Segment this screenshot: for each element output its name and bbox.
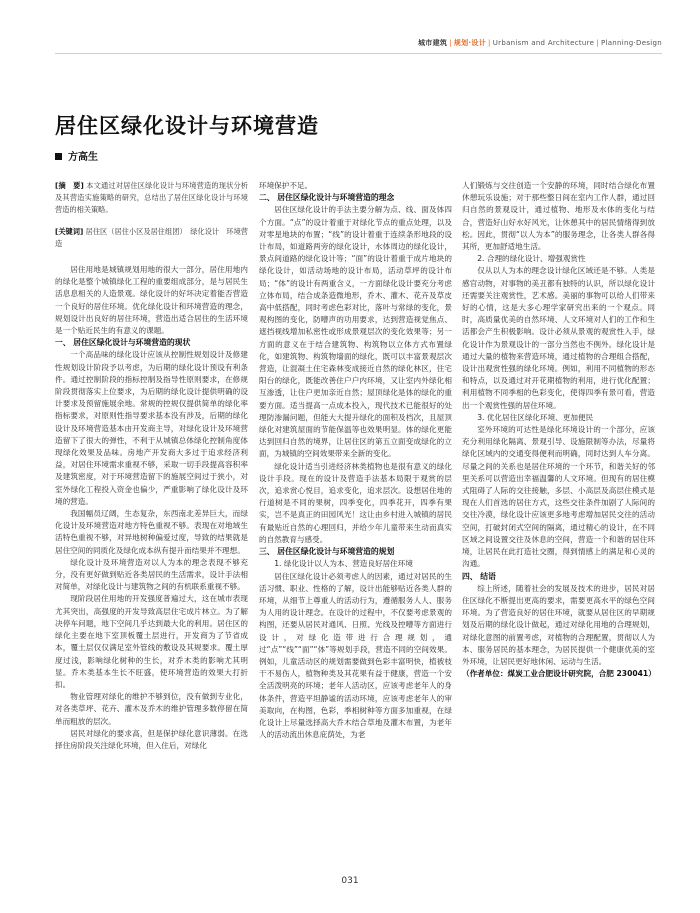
section-heading-1: 一、 居住区绿化设计与环境营造的现状 [55,338,191,348]
column-2 [259,180,452,741]
paragraph: 一个高品味的绿化设计应该从控制性规划设计及修建性规划设计阶段予以考虑，为后期的绿化设计预设有利条件。通过控制阶段的指标控制及指导性原则要求，在修规阶段贯彻落实上位要求，为后期的绿化设计提供明确的设计要求及预留施展余地。常规的控规仅提供简单的绿化率指标要求，对原则性指导要求基本没有涉及，后期的绿化设计及环境营造基本由开发商主导，对绿化设计及环境营造留下了很大的弹性，不利于从城镇总体绿化控制角度体现绿化效果及品味。房地产开发商大多过于追求经济利益，对居住环境需求重视不够，采取一切手段提高容积率及建筑密度，对于环境营造留下的施展空间过于狭小，对室外绿化工程投入资金也偏少，严重影响了绿化设计及环境的营造。 [55,350,248,506]
paragraph: 人们锻炼与交往创造一个安静的环境，同时结合绿化布置休憩玩乐设施；对于那些整日间在室内工作人群，通过回归自然的景观设计，通过植物、地形及水体的变化与结合，营造好山好水好风光，让休憩其中的居民情绪得到放松。因此，贯彻“以人为本”的服务理念，让各类人群各得其所，更加舒适地生活。 [462,181,655,252]
column-3 [462,180,655,680]
paragraph: 仅从以人为本的理念设计绿化区域还是不够。人类是感官动物，对事物的美丑都有独特的认识，所以绿化设计还需要关注观赏性，艺术感。美丽的事物可以给人们带来好的心情，这是大多心理学家研究出来的一个观点。同时，高质量优美的自然环境、人文环境对人们的工作和生活都会产生积极影响。设计必须从景观的观赏性入手，绿化设计作为景观设计的一部分当然也不例外。绿化设计是通过大量的植物来营造环境，通过植物的合理组合搭配，设计出观赏性强的绿化环境。例如，利用不同植物的形态和特点，以及通过对开花期植物的利用，进行优化配置；利用植物不同季相的色彩变化，使得四季有景可看，营造出一个观赏性强的居住环境。 [462,266,655,410]
abstract-label: [摘 要] [55,181,84,190]
author-name: 方高生 [68,152,98,163]
paragraph: 我国幅员辽阔，生态复杂，东西南北差异巨大，而绿化设计及环境营造对地方特色重视不够。表现在对地域生活特色重视不够，对异地树种偏爱过度，导致的结果就是居住空间的同质化及绿化成本纵有提升而结果并不理想。 [55,509,248,555]
paragraph: 居住区绿化设计的手法主要分解为点、线、面及体四个方面。“点”的设计着重于对绿化节点的重点处理，以及对零星地块的布置；“线”的设计着重于连续条形地段的设计布局，如道路两旁的绿化设计，水体周边的绿化设计，景点间道路的绿化设计等；“面”的设计着重于成片地块的绿化设计，如活动场地的设计布局，活动草坪的设计布局；“体”的设计有两重含义，一方面绿化设计要充分考虑立体布局，结合成条造微地形，乔木、灌木、花卉及草皮高中低搭配，同时考虑色彩对比，落叶与常绿的变化，景观构图的变化，防嘈声的功用要求，达到营造视觉焦点、遮挡视线增加私密性或形成景观层次的变化效果等；另一方面的意义在于结合建筑物、构筑物以立体方式布置绿化，如建筑物、构筑物墙面的绿化，既可以丰富景观层次营造，让混凝土住宅森林变成接近自然的绿化林区，住宅阳台的绿化，既能改善住户户内环境，又让室内外绿化相互渗透，让住户更加亲近自然；屋顶绿化是体的绿化的重要方面。适当提高一点成本投入，现代技术已能很好的处理防渗漏问题，但能大大提升绿化的面积及档次，且屋顶绿化对建筑屋面的节能保温等也效果明显。体的绿化更能达到回归自然的境界，让居住区的第五立面变成绿化的立面，为城镇的空间效果带来全新的变化。 [259,205,452,459]
abstract [55,180,248,216]
header-rule [55,53,662,54]
paragraph: 居民对绿化的要求高，但是保护绿化意识薄弱。在选择住房阶段关注绿化环境，但入住后，对绿化 [55,728,248,750]
column-1 [55,180,248,752]
keywords [55,226,248,250]
keywords-text: 居住区（居住小区及居住组团） 绿化设计 环境营造 [55,227,248,248]
keywords-label: [关键词] [55,227,84,236]
paragraph: 居住区绿化设计必须考虑人的因素，通过对居民的生活习惯、职业、性格的了解，设计出能够贴近各类人群的环境，从细节上尊重人的活动行为，遵循服务人人、服务为人用的设计理念。在设计的过程中，不仅要考虑景观的构图，还要从居民对通风、日照、光线及控嘈等方面进行设计，对绿化造带进行合理规划，通过“点”“线”“面”“体”等规划手段，营造不同的空间效果。例如，儿童活动区的规划需要做到色彩丰富明快，植被枝干不易伤人，植物种类及其花果有益于健康，营造一个安全活泼明亮的环境；老年人活动区，应该考虑老年人的身体条件，营造平坦静谧的活动环境，应该考虑老年人的审美取向，在构图，色彩，季相树种等方面多加重视，在绿化设计上尽量选择高大乔木结合草地及灌木布置，为老年人的活动流出休息庇荫处，为老 [259,571,452,740]
paragraph: 环境保护不足。 [259,181,313,190]
abstract-text: 本文通过对居住区绿化设计与环境营造的现状分析及其营造实施策略的研究，总结出了居住区绿化设计与环境营造的相关策略。 [55,181,248,214]
section-heading-2: 二、 居住区绿化设计与环境营造的理念 [259,193,395,203]
paragraph: 室外环境的可达性是绿化环境设计的一个部分，应该充分利用绿化隔离、景观引导、设施限制等办法，尽量将绿化区域内的交通变得便利而明确，同时达到人车分离。尽量之间的关系也是居住环境的一个环节，和谐关好的邻里关系可以营造出幸福温馨的人文环境。但现有的居住模式阻碍了人际的交往接触，多层、小高层及高层住模式是现在人们首选的居住方式，这些交往条件加剧了人际间的交往冷漠，绿化设计应该更多地考虑增加居民交往的活动空间，打破封闭式空间的隔离，通过精心的设计，在不同区域之间设置交往及休息的空间，营造一个和谐的居住环境，让居民在此打造社交圈，得到情感上的满足和心灵的沟通。 [462,425,655,569]
section-heading-3: 三、 居住区绿化设计与环境营造的规划 [259,547,395,557]
page-number: 031 [341,876,359,886]
subheading-3-3: 3. 优化居住区绿化环境、更加便民 [477,412,594,422]
header-en-a: Urbanism and Architecture [492,39,595,47]
paragraph: 综上所述，随着社会的发展及技术的进步，居民对居住区绿化不断提出更高的要求，需要更高水平的绿色空间环境。为了营造良好的居住环境，就要从居住区的早期规划及后期的绿化设计做起，通过对绿化用地的合理规划，对绿化意图的前置考虑，对植物的合理配置，贯彻以人为本、服务居民的基本理念，为居民提供一个健康优美的室外环境，让居民更好地休闲、运动与生活。 [462,583,655,666]
header-en-b: Planning·Design [600,39,662,47]
intro-paragraph: 居住用地是城镇规划用地的很大一部分，居住用地内的绿化是整个城镇绿化工程的重要组成部分，是与居民生活息息相关的人造景观。绿化设计的好坏决定着能否营造一个良好的居住环境。优化绿化设计和环境营造的理念，规划设计出良好的居住环境，营造出适合居住的生活环境是一个贴近民生的有意义的课题。 [55,265,248,336]
author-affiliation: （作者单位：煤炭工业合肥设计研究院，合肥 230041） [462,669,656,679]
paragraph: 现阶段居住用地的开发强度普遍过大，这在城市表现尤其突出，高强度的开发导致高层住宅成片林立。为了解决停车问题，地下空间几乎达到最大化的利用。居住区的绿化主要在地下室顶板覆土层进行，开发商为了节省成本，覆土层仅仅满足室外管线的敷设及其规要求。覆土厚度过浅，影响绿化树种的生长，对乔木类的影响尤其明显。乔木类基本生长不旺盛，使环境营造的效果大打折扣。 [55,594,248,689]
header-section: 城市建筑 [418,39,448,47]
paragraph: 绿化设计适当引进经济林类植物也是很有意义的绿化设计手段。现在的设计及营造手法基本局限于观赏的层次，追求赏心悦目，追求变化，追求层次。设想居住地的行道树是不同的果树，四季变化，四季花开，四季有果实，岂不是真正的田园风光！这让由乡村进入城镇的居民有最贴近自然的心理回归，并给少年儿童带来生动而真实的自然教育与感受。 [259,461,452,544]
paragraph: 物业管理对绿化的维护不够到位，没有做到专业化，对各类草坪、花卉、灌木及乔木的维护管理多数停留在简单而粗放的层次。 [55,692,248,726]
article-title: 居住区绿化设计与环境营造 [55,114,319,139]
subheading-3-1: 1. 绿化设计以人为本、营造良好居住环境 [274,559,413,569]
header-subsection: 规划·设计 [453,39,487,47]
subheading-3-2: 2. 合理的绿化设计、增强观赏性 [477,254,586,264]
author-bullet [55,153,62,160]
author-line [55,148,98,163]
section-heading-4: 四、 结语 [462,571,496,581]
paragraph: 绿化设计及环境营造对以人为本的理念表现不够充分，没有更好做到贴近各类居民的生活需求，设计手法相对简单，对绿化设计与建筑物之间的有机联系重视不够。 [55,557,248,592]
running-header: 城市建筑 | 规划·设计 | Urbanism and Architecture | Planning·Design [418,39,662,47]
